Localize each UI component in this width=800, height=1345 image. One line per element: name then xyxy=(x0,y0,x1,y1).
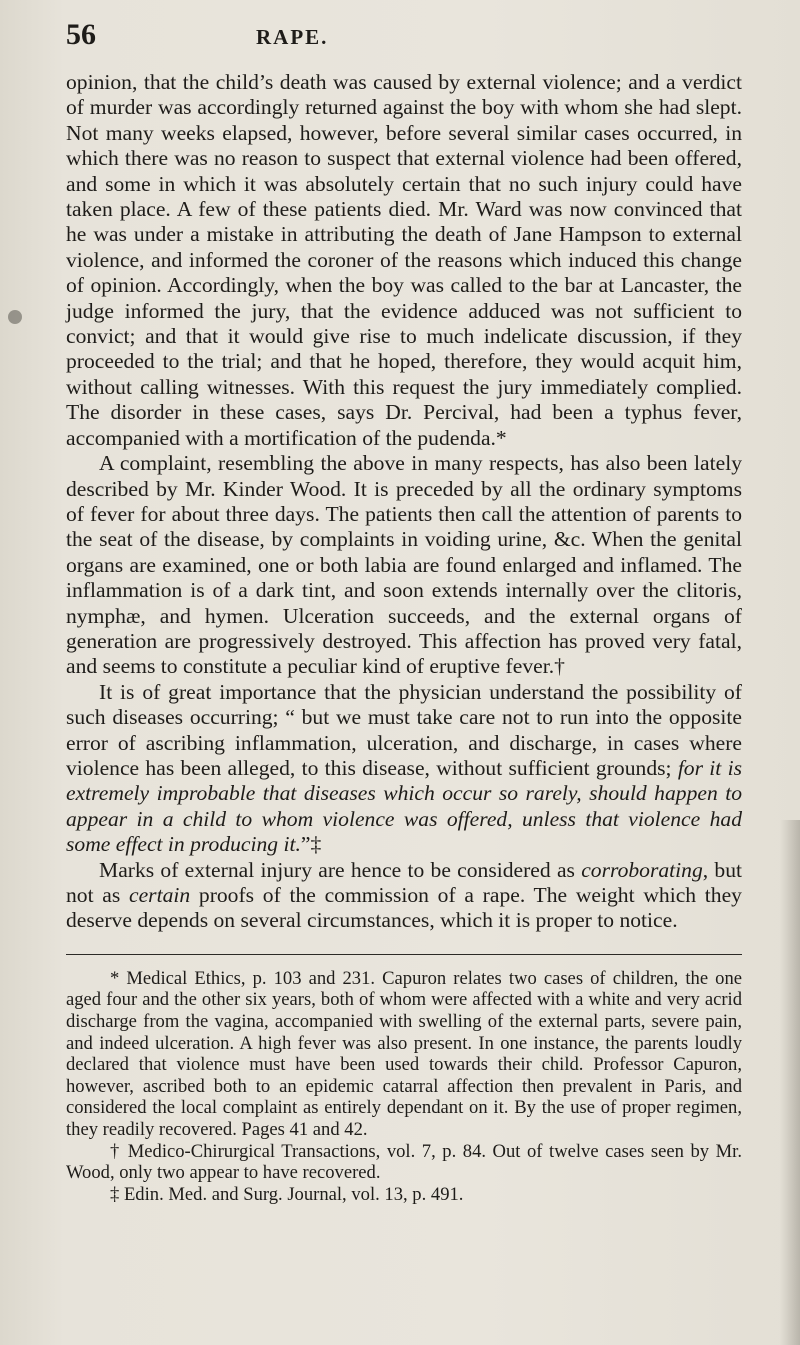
footnote-1: * Medical Ethics, p. 103 and 231. Capuron relates two cases of children, the one aged four and the other six years, both of whom were affected with a white and very acrid discharge from the vagina, accompanied with swelling of the external parts, severe pain, and indeed ulceration. A high fever was also present. In one instance, the parents loudly declared that violence must have been used towards their child. Professor Capuron, however, ascribed both to an epidemic catarral affection then prevalent in Paris, and considered the local complaint as entirely dependant on it. By the use of proper regimen, they readily recovered. Pages 41 and 42. xyxy=(66,967,742,1140)
running-head: RAPE. xyxy=(256,25,329,49)
paragraph-3-footnote-ref: ”‡ xyxy=(300,832,322,857)
paragraph-3-italic: for it is extremely improbable that diseases which occur so rarely, should happen to appear in a child to whom violence was offered, unless that violence had some effect in producing it. xyxy=(66,755,742,857)
paragraph-4-part-e: proofs of the commission of a rape. The weight which they deserve depends on several circumstances, which it is proper to notice. xyxy=(66,883,742,933)
footnote-2: † Medico-Chirurgical Transactions, vol. 7, p. 84. Out of twelve cases seen by Mr. Wood, only two appear to have recovered. xyxy=(66,1140,742,1184)
footnote-3: ‡ Edin. Med. and Surg. Journal, vol. 13, p. 491. xyxy=(110,1183,464,1205)
paragraph-4-italic-certain: certain xyxy=(129,883,191,907)
paragraph-1: opinion, that the child’s death was caused by external violence; and a verdict of murder was accordingly returned against the boy with whom she had slept. Not many weeks elapsed, however, before several similar cases occurred, in which there was no reason to suspect that external violence had been offered, and some in which it was absolutely certain that no such injury could have taken place. A few of these patients died. Mr. Ward was now convinced that he was under a mistake in attributing the death of Jane Hampson to external violence, and informed the coroner of the reasons which induced this change of opinion. Accordingly, when the boy was called to the bar at Lancaster, the judge informed the jury, that the evidence adduced was not sufficient to convict; and that it would give rise to much indelicate discussion, if they proceeded to the trial; and that he hoped, therefore, they would acquit him, without calling witnesses. With this request the jury immediately complied. The disorder in these cases, says Dr. Percival, had been a typhus fever, accompanied with a mortification of the pudenda.* xyxy=(66,70,742,450)
paragraph-3 xyxy=(66,680,742,858)
page-header xyxy=(66,18,742,70)
margin-ink-mark xyxy=(8,310,22,324)
footnote-divider xyxy=(66,954,742,955)
footnotes xyxy=(66,968,742,1206)
paragraph-4 xyxy=(66,858,742,934)
paragraph-4-italic-corroborating: corroborating xyxy=(581,857,703,882)
body-text xyxy=(66,70,742,934)
paragraph-2: A complaint, resembling the above in many respects, has also been lately described by Mr. Kinder Wood. It is preceded by all the ordinary symptoms of fever for about three days. The patients then call the attention of parents to the seat of the disease, by complaints in voiding urine, &c. When the genital organs are examined, one or both labia are found enlarged and inflamed. The inflammation is of a dark tint, and soon extends internally over the clitoris, nymphæ, and hymen. Ulceration succeeds, and the external organs of generation are progressively destroyed. This affection has proved very fatal, and seems to constitute a peculiar kind of eruptive fever.† xyxy=(66,451,742,679)
paragraph-3-roman: It is of great importance that the physician understand the possibility of such diseases occurring; “ but we must take care not to run into the opposite error of ascribing inflammation, ulceration, and discharge, in cases where violence has been alleged, to this disease, without sufficient grounds; xyxy=(66,679,742,780)
page-number: 56 xyxy=(66,18,96,51)
paragraph-4-part-a: Marks of external injury are hence to be considered as xyxy=(99,857,582,882)
paragraph-4-part-c: , but not as xyxy=(66,857,743,907)
scan-edge-shadow xyxy=(780,820,800,1345)
